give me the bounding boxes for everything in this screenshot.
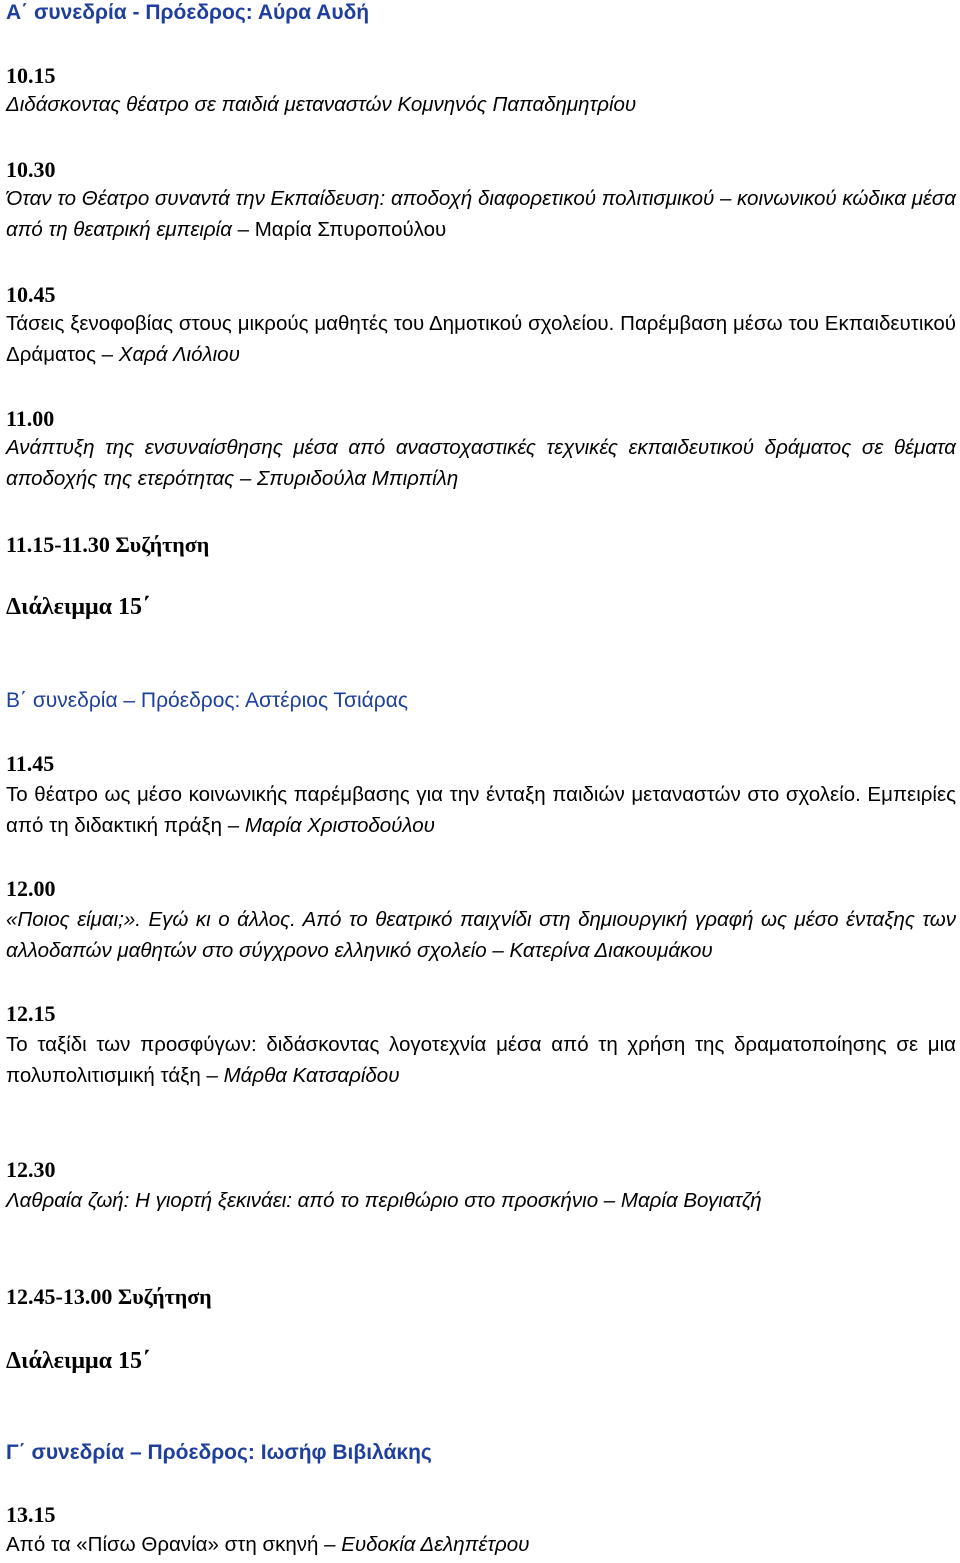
talk-author: Ευδοκία Δεληπέτρου — [341, 1533, 530, 1556]
talk-entry — [6, 780, 956, 841]
talk-title: Διδάσκοντας θέατρο σε παιδιά μεταναστών — [6, 93, 392, 116]
talk-time: 12.30 — [6, 1157, 56, 1182]
talk-title: Ανάπτυξη της ενσυναίσθησης μέσα από αναστοχαστικές τεχνικές εκπαιδευτικού δράματος σε θέματα αποδοχής της ετερότητας — [6, 436, 956, 490]
talk-time: 10.45 — [6, 282, 56, 307]
talk-title: Το ταξίδι των προσφύγων: διδάσκοντας λογοτεχνία μέσα από τη χρήση της δραματοποίησης σε μια πολυπολιτισμική τάξη — [6, 1033, 956, 1087]
talk-author: Μάρθα Κατσαρίδου — [223, 1063, 400, 1087]
talk-separator: – — [234, 466, 257, 490]
talk-entry — [6, 90, 956, 121]
talk-title: Από τα «Πίσω Θρανία» στη σκηνή — [6, 1533, 319, 1556]
talk-title: Τάσεις ξενοφοβίας στους μικρούς μαθητές του Δημοτικού σχολείου. Παρέμβαση μέσω του Εκπαιδευτικού Δράματος — [6, 312, 956, 366]
talk-time: 11.45 — [6, 751, 55, 776]
talk-separator: – — [231, 217, 255, 241]
session-a-title: Α΄ συνεδρία - Πρόεδρος: Αύρα Αυδή — [6, 1, 370, 24]
talk-time: 10.15 — [6, 63, 56, 88]
talk-title: Όταν το Θέατρο συναντά την Εκπαίδευση: αποδοχή διαφορετικού πολιτισμικού – κοινωνικού κώδικα μέσα από τη θεατρική εμπειρία — [6, 187, 956, 241]
session-c-title: Γ΄ συνεδρία – Πρόεδρος: Ιωσήφ Βιβιλάκης — [6, 1441, 432, 1464]
talk-entry — [6, 433, 956, 494]
talk-separator: – — [318, 1533, 342, 1556]
talk-author: Μαρία Σπυροπούλου — [254, 217, 447, 241]
talk-time: 11.00 — [6, 406, 55, 431]
talk-author: Μαρία Βογιατζή — [620, 1189, 762, 1212]
break-slot: Διάλειμμα 15΄ — [6, 1348, 150, 1374]
talk-separator: – — [95, 342, 119, 366]
talk-author: Μαρία Χριστοδούλου — [244, 813, 435, 837]
talk-entry — [6, 905, 956, 966]
talk-entry — [6, 1030, 956, 1091]
talk-author: Σπυριδούλα Μπιρπίλη — [256, 466, 459, 490]
talk-entry — [6, 184, 956, 245]
session-b-title: Β΄ συνεδρία – Πρόεδρος: Αστέριος Τσιάρας — [6, 689, 409, 712]
talk-separator: – — [222, 813, 245, 837]
talk-separator: – — [200, 1063, 224, 1087]
talk-title: Λαθραία ζωή: Η γιορτή ξεκινάει: από το περιθώριο στο προσκήνιο — [6, 1189, 599, 1212]
talk-time: 12.15 — [6, 1001, 56, 1026]
talk-separator: – — [486, 938, 510, 962]
talk-separator: – — [598, 1189, 621, 1212]
talk-time: 10.30 — [6, 157, 56, 182]
talk-title: Το θέατρο ως μέσο κοινωνικής παρέμβασης για την ένταξη παιδιών μεταναστών στο σχολείο. Εμπειρίες από τη διδακτική πράξη — [6, 783, 956, 837]
talk-author: Κατερίνα Διακουμάκου — [509, 938, 713, 962]
talk-time: 13.15 — [6, 1502, 56, 1527]
break-slot: Διάλειμμα 15΄ — [6, 594, 150, 620]
talk-entry — [6, 309, 956, 370]
talk-time: 12.00 — [6, 876, 56, 901]
discussion-slot: 12.45-13.00 Συζήτηση — [6, 1284, 212, 1309]
talk-author: Κομνηνός Παπαδημητρίου — [397, 93, 637, 116]
talk-entry — [6, 1530, 956, 1561]
talk-entry — [6, 1186, 956, 1217]
talk-author: Χαρά Λιόλιου — [118, 342, 240, 366]
talk-title: «Ποιος είμαι;». Εγώ κι ο άλλος. Από το θεατρικό παιχνίδι στη δημιουργική γραφή ως μέσο ένταξης των αλλοδαπών μαθητών στο σύγχρονο ελληνικό σχολείο — [6, 908, 956, 962]
discussion-slot: 11.15-11.30 Συζήτηση — [6, 532, 210, 557]
